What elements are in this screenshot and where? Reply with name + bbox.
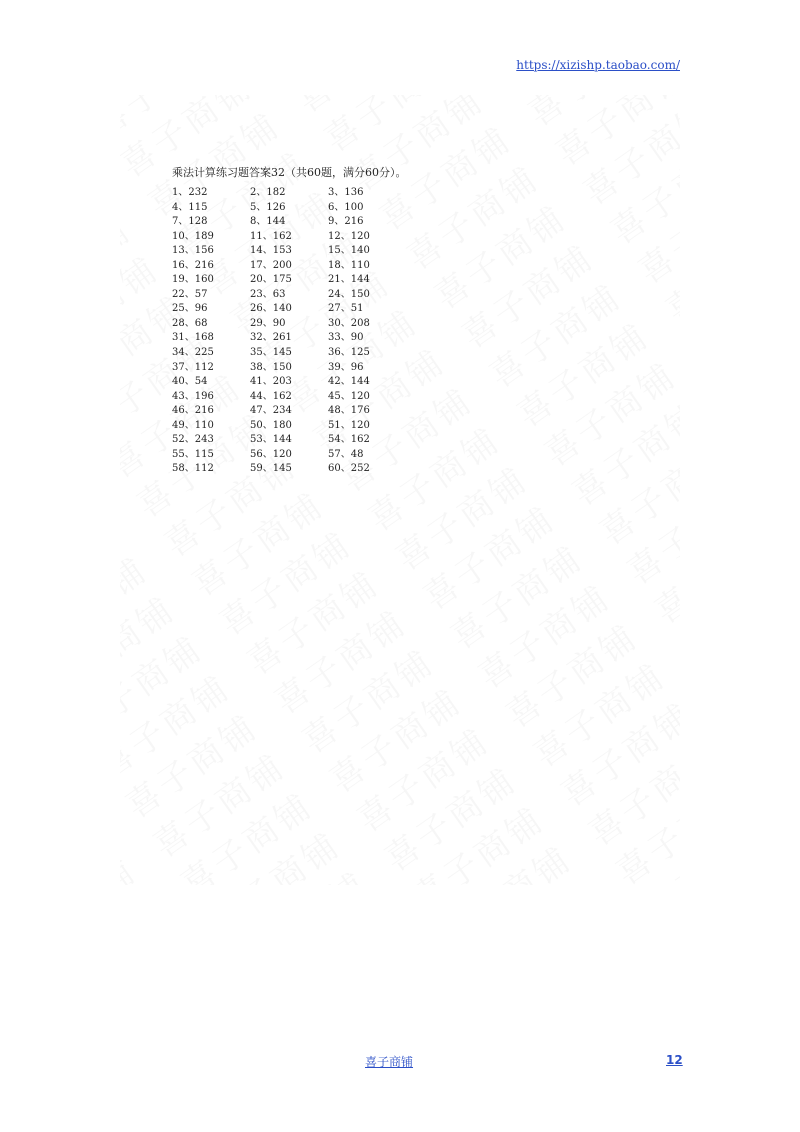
answer-item: 59、145: [250, 463, 292, 475]
answer-item: 21、144: [328, 274, 370, 286]
answer-item: 24、150: [328, 288, 370, 300]
answer-item: 37、112: [172, 361, 214, 373]
answer-item: 6、100: [328, 201, 364, 213]
answer-item: 11、162: [250, 230, 292, 242]
answer-item: 33、90: [328, 332, 364, 344]
answer-item: 31、168: [172, 332, 214, 344]
answer-item: 51、120: [328, 419, 370, 431]
answer-item: 39、96: [328, 361, 364, 373]
answer-item: 40、54: [172, 376, 208, 388]
answer-item: 44、162: [250, 390, 292, 402]
answer-item: 47、234: [250, 405, 292, 417]
answer-item: 60、252: [328, 463, 370, 475]
answer-item: 10、189: [172, 230, 214, 242]
answer-item: 53、144: [250, 434, 292, 446]
answer-item: 55、115: [172, 448, 214, 460]
answer-item: 34、225: [172, 347, 214, 359]
answer-item: 13、156: [172, 245, 214, 257]
answer-item: 41、203: [250, 376, 292, 388]
answer-sheet: [172, 164, 407, 474]
answer-item: 48、176: [328, 405, 370, 417]
answer-sheet-title: 乘法计算练习题答案32（共60题，满分60分）。: [172, 166, 407, 179]
answer-item: 2、182: [250, 187, 286, 198]
answer-item: 26、140: [250, 303, 292, 315]
page-number[interactable]: 12: [666, 1053, 683, 1067]
answer-item: 30、208: [328, 317, 370, 329]
answer-item: 8、144: [250, 216, 286, 228]
answer-item: 12、120: [328, 230, 370, 242]
answer-item: 45、120: [328, 390, 370, 402]
answer-item: 50、180: [250, 419, 292, 431]
answer-item: 3、136: [328, 187, 364, 198]
answer-item: 4、115: [172, 201, 208, 213]
answer-item: 36、125: [328, 347, 370, 359]
answer-item: 25、96: [172, 303, 208, 315]
answer-item: 38、150: [250, 361, 292, 373]
answer-item: 29、90: [250, 317, 286, 329]
answer-item: 17、200: [250, 259, 292, 271]
answer-item: 32、261: [250, 332, 292, 344]
answer-item: 20、175: [250, 274, 292, 286]
answer-item: 5、126: [250, 201, 286, 213]
answer-item: 18、110: [328, 259, 370, 271]
answer-item: 49、110: [172, 419, 214, 431]
answer-item: 1、232: [172, 187, 208, 198]
answers-grid: [172, 183, 407, 474]
answer-item: 57、48: [328, 448, 364, 460]
answer-item: 14、153: [250, 245, 292, 257]
answer-item: 43、196: [172, 390, 214, 402]
answer-item: 19、160: [172, 274, 214, 286]
answer-item: 56、120: [250, 448, 292, 460]
footer-shop-link[interactable]: 喜子商铺: [365, 1055, 414, 1069]
answer-item: 35、145: [250, 347, 292, 359]
answer-item: 7、128: [172, 216, 208, 228]
answer-item: 54、162: [328, 434, 370, 446]
answer-item: 42、144: [328, 376, 370, 388]
answer-item: 15、140: [328, 245, 370, 257]
answer-item: 52、243: [172, 434, 214, 446]
answer-item: 46、216: [172, 405, 214, 417]
answer-item: 28、68: [172, 317, 208, 329]
answer-item: 22、57: [172, 288, 208, 300]
answer-item: 27、51: [328, 303, 364, 315]
header-url-link[interactable]: https://xizishp.taobao.com/: [516, 58, 680, 72]
answer-item: 9、216: [328, 216, 364, 228]
answer-item: 16、216: [172, 259, 214, 271]
answer-item: 58、112: [172, 463, 214, 475]
answer-item: 23、63: [250, 288, 286, 300]
